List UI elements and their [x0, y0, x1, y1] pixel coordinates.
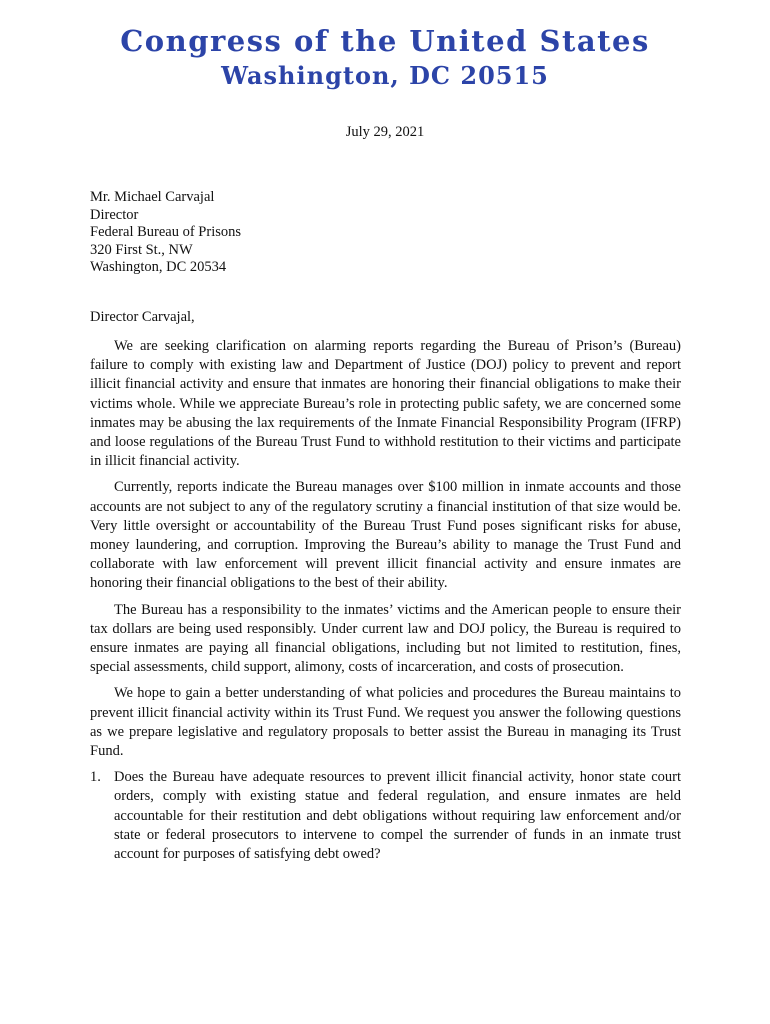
- recipient-city: Washington, DC 20534: [90, 259, 227, 275]
- letterhead-location: Washington, DC 20515: [221, 61, 549, 90]
- question-list: [90, 768, 681, 864]
- recipient-street: 320 First St., NW: [90, 241, 193, 258]
- recipient-address: [90, 189, 241, 277]
- salutation: Director Carvajal,: [90, 309, 195, 325]
- body-paragraph: The Bureau has a responsibility to the inmates’ victims and the American people to ensure their tax dollars are being used responsibly. Under current law and DOJ policy, the Bureau is required to ensure inmates are paying all financial obligations, including but not limited to restitution, fines, special assessments, child support, alimony, costs of incarceration, and costs of prosecution.: [90, 601, 681, 676]
- letterhead-title: Congress of the United States: [120, 24, 650, 58]
- body-paragraph: Currently, reports indicate the Bureau manages over $100 million in inmate accounts and those accounts are not subject to any of the regulatory scrutiny a financial institution of that size would be. Very little oversight or accountability of the Bureau Trust Fund poses significant risks for abuse, money laundering, and corruption. Improving the Bureau’s ability to manage the Trust Fund and collaborate with law enforcement will prevent illicit financial activity and ensure inmates are honoring their financial obligations to the best of their ability.: [90, 479, 681, 592]
- letter-date: July 29, 2021: [345, 124, 425, 140]
- question-number: 1.: [90, 769, 101, 786]
- recipient-title: Director: [90, 206, 139, 223]
- recipient-org: Federal Bureau of Prisons: [90, 224, 242, 240]
- question-item: [90, 768, 681, 864]
- recipient-name: Mr. Michael Carvajal: [90, 189, 215, 205]
- letter-body: [90, 337, 681, 864]
- question-text: Does the Bureau have adequate resources to prevent illicit financial activity, honor state court orders, comply with existing statue and federal regulation, and ensure inmates are held accountable for their restitution and debt obligations without requiring law enforcement and/or state or federal prosecutors to intervene to compel the surrender of funds in an inmate trust account for purposes of satisfying debt owed?: [114, 769, 681, 863]
- body-paragraph: We are seeking clarification on alarming reports regarding the Bureau of Prison’s (Bureau) failure to comply with existing law and Department of Justice (DOJ) policy to prevent and report illicit financial activity and ensure that inmates are honoring their financial obligations to make their victims whole. While we appreciate Bureau’s role in protecting public safety, we are concerned some inmates may be abusing the lax requirements of the Inmate Financial Responsibility Program (IFRP) and loose regulations of the Bureau Trust Fund to withhold restitution to their victims and participate in illicit financial activity.: [90, 338, 681, 470]
- body-paragraph: We hope to gain a better understanding of what policies and procedures the Bureau maintains to prevent illicit financial activity within its Trust Fund. We request you answer the following questions as we prepare legislative and regulatory proposals to better assist the Bureau in managing its Trust Fund.: [90, 685, 681, 760]
